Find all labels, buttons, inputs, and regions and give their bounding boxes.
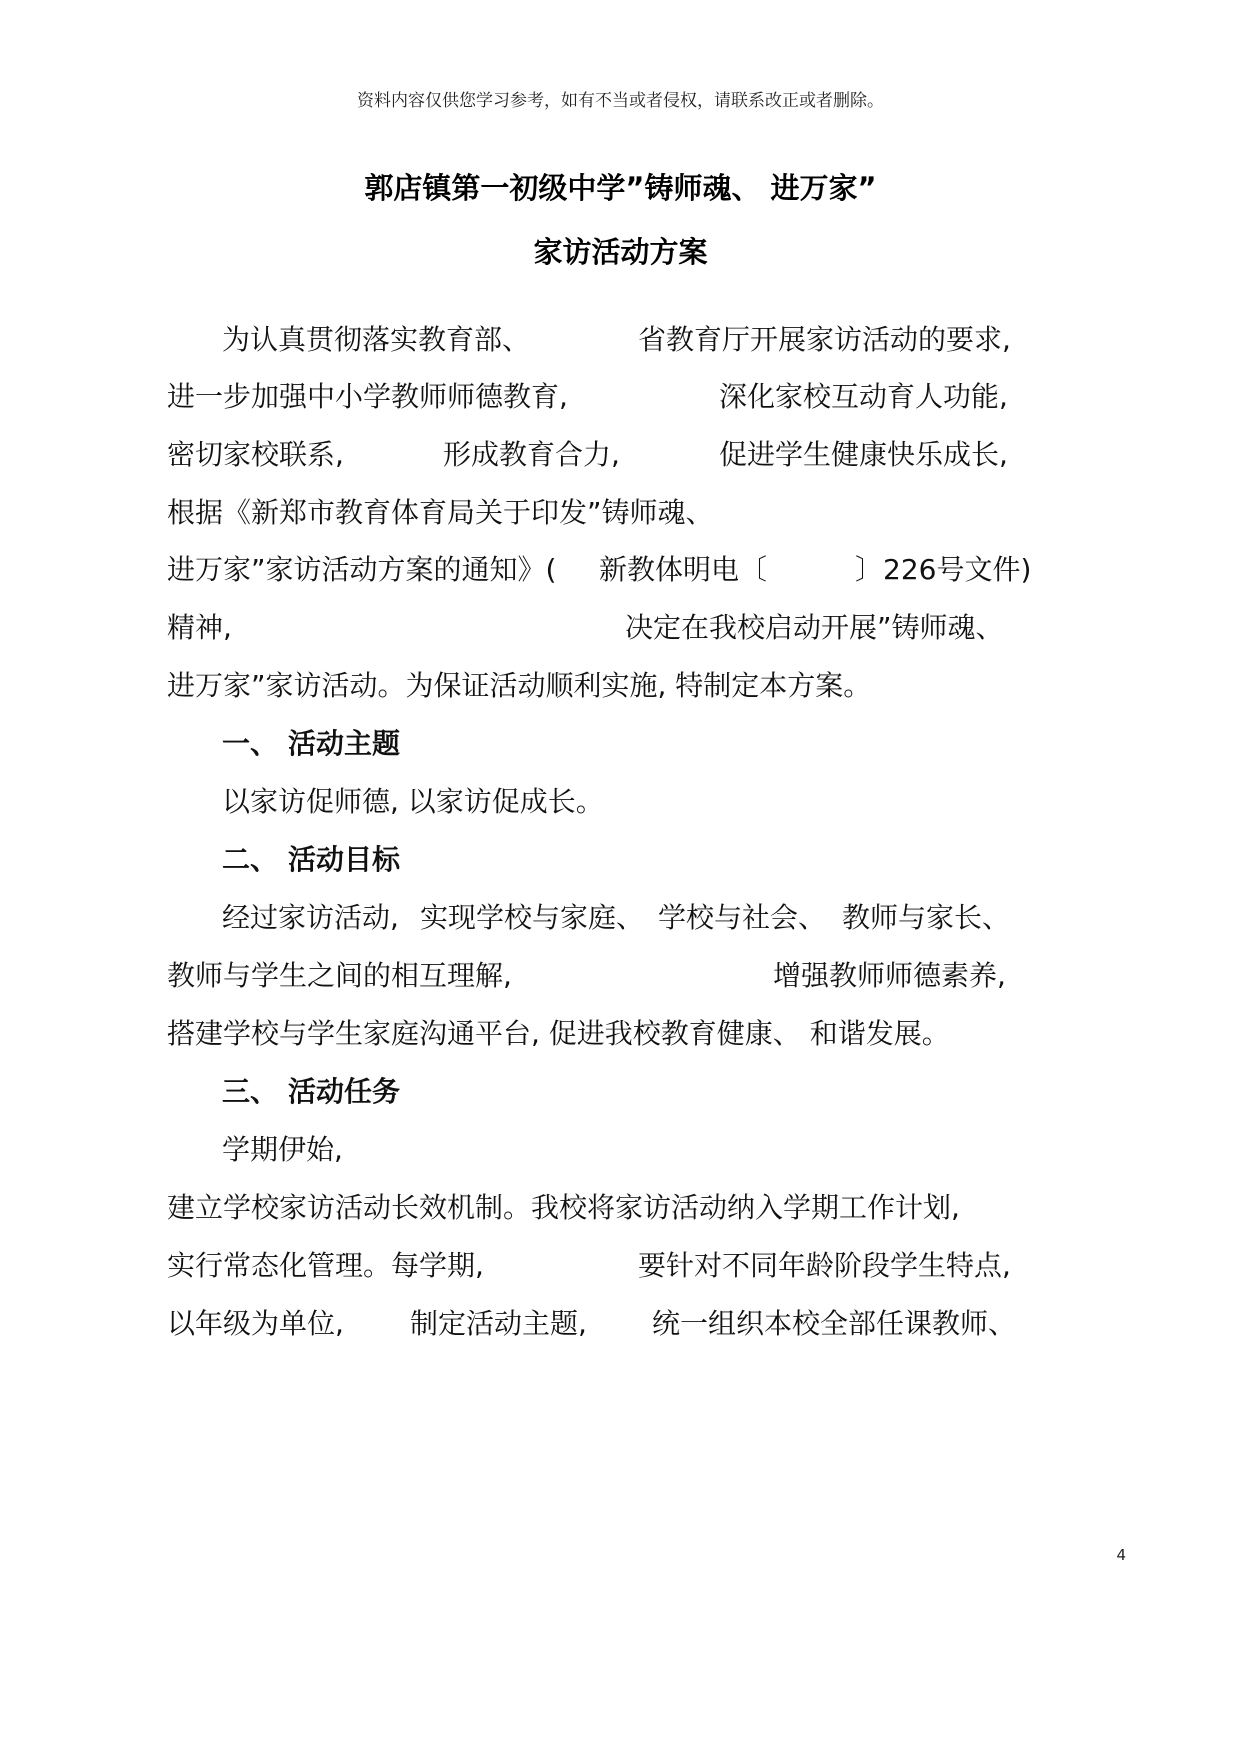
text-segment: 实行常态化管理。每学期, (167, 1249, 484, 1282)
section-2-line-1 (0, 898, 1241, 938)
section-3-line-3 (0, 1246, 1241, 1286)
document-title-line-1: 郭店镇第一初级中学”铸师魂、 进万家” (364, 171, 877, 205)
text-segment: 要针对不同年龄阶段学生特点, (638, 1249, 1011, 1282)
paragraph-1-line-4 (0, 493, 1241, 533)
text-segment: 省教育厅开展家访活动的要求, (638, 323, 1011, 356)
section-title: 活动任务 (288, 1075, 401, 1108)
section-number: 三、 (222, 1075, 279, 1108)
paragraph-1-line-2 (0, 377, 1241, 417)
text-segment: 为认真贯彻落实教育部、 (222, 323, 531, 356)
section-title: 活动主题 (288, 727, 401, 760)
text-segment: 深化家校互动育人功能, (719, 380, 1008, 413)
text-segment: 增强教师师德素养, (773, 959, 1006, 992)
text-segment: 决定在我校启动开展”铸师魂、 (625, 611, 1004, 644)
page-number: 4 (1116, 1546, 1126, 1564)
paragraph-1-line-5 (0, 550, 1241, 590)
text-segment: 以年级为单位, (167, 1307, 344, 1340)
text-segment: 搭建学校与学生家庭沟通平台, 促进我校教育健康、 和谐发展。 (167, 1017, 950, 1050)
section-title: 活动目标 (288, 843, 401, 876)
text-segment: 统一组织本校全部任课教师、 (652, 1307, 1017, 1340)
text-segment: 进一步加强中小学教师师德教育, (167, 380, 568, 413)
text-segment: 制定活动主题, (410, 1307, 587, 1340)
text-segment: 教师与学生之间的相互理解, (167, 959, 512, 992)
text-segment: 形成教育合力, (443, 438, 620, 471)
text-segment: 学校与社会、 (658, 901, 827, 934)
text-segment: 以家访促师德, 以家访促成长。 (222, 785, 604, 818)
section-2-line-3 (0, 1014, 1241, 1054)
section-3-line-2 (0, 1188, 1241, 1228)
section-1-text (0, 782, 1241, 822)
text-segment: 促进学生健康快乐成长, (719, 438, 1008, 471)
section-2-heading (0, 840, 1241, 880)
section-3-heading (0, 1072, 1241, 1112)
text-segment: 教师与家长、 (842, 901, 1011, 934)
text-segment: 学期伊始, (222, 1133, 343, 1166)
text-segment: 进万家”家访活动。为保证活动顺利实施, 特制定本方案。 (167, 669, 872, 702)
section-1-heading (0, 724, 1241, 764)
text-segment: 经过家访活动, (222, 901, 399, 934)
text-segment: 根据《新郑市教育体育局关于印发”铸师魂、 (167, 496, 714, 529)
document-header-note: 资料内容仅供您学习参考，如有不当或者侵权，请联系改正或者删除。 (357, 91, 884, 111)
text-segment: 〕226号文件) (855, 553, 1032, 586)
text-segment: 精神, (167, 611, 232, 644)
text-segment: 建立学校家访活动长效机制。我校将家访活动纳入学期工作计划, (167, 1191, 960, 1224)
paragraph-1-line-6 (0, 608, 1241, 648)
text-segment: 新教体明电〔 (599, 553, 768, 586)
paragraph-1-line-7 (0, 666, 1241, 706)
section-3-line-4 (0, 1304, 1241, 1344)
text-segment: 实现学校与家庭、 (420, 901, 645, 934)
section-number: 二、 (222, 843, 279, 876)
document-title-line-2: 家访活动方案 (533, 235, 708, 269)
section-3-line-1 (0, 1130, 1241, 1170)
section-2-line-2 (0, 956, 1241, 996)
text-segment: 进万家”家访活动方案的通知》( (167, 553, 557, 586)
text-segment: 密切家校联系, (167, 438, 344, 471)
paragraph-1-line-3 (0, 435, 1241, 475)
paragraph-1-line-1 (0, 320, 1241, 360)
section-number: 一、 (222, 727, 279, 760)
